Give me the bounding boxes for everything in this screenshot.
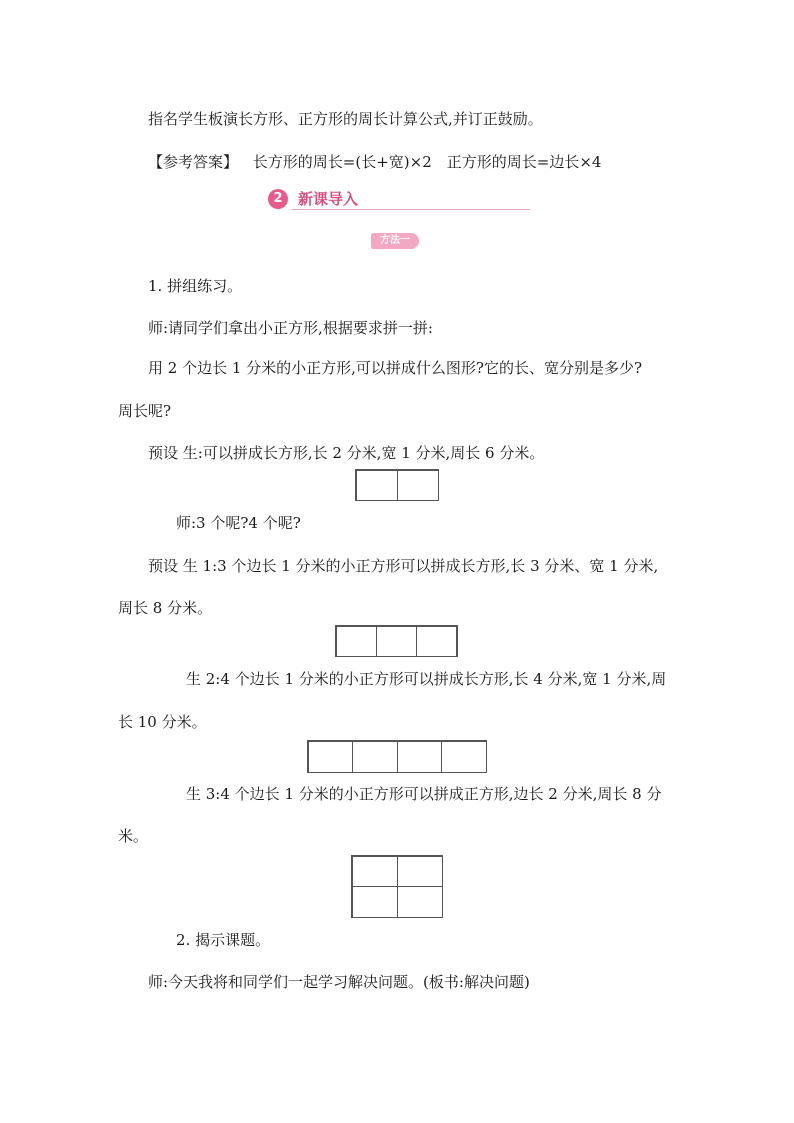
paragraph-7-line-1: 生 2:4 个边长 1 分米的小正方形可以拼成长方形,长 4 分米,宽 1 分米,周: [186, 670, 667, 688]
unit-square: [308, 741, 354, 773]
answer-tag: 【参考答案】: [148, 153, 239, 171]
figure-four-squares-row: [307, 740, 487, 773]
paragraph-7-line-2: 长 10 分米。: [118, 713, 207, 731]
paragraph-6-line-1: 预设 生 1:3 个边长 1 分米的小正方形可以拼成长方形,长 3 分米、宽 1 分米,: [148, 557, 659, 575]
paragraph-8-line-1: 生 3:4 个边长 1 分米的小正方形可以拼成正方形,边长 2 分米,周长 8 分: [186, 785, 662, 803]
paragraph-5: 师:3 个呢?4 个呢?: [176, 514, 301, 532]
unit-square: [397, 470, 439, 501]
unit-square: [352, 886, 398, 918]
paragraph-4: 预设 生:可以拼成长方形,长 2 分米,宽 1 分米,周长 6 分米。: [148, 444, 545, 462]
unit-square: [356, 470, 398, 501]
section-number-badge: 2: [268, 189, 288, 209]
unit-square: [376, 626, 417, 657]
paragraph-9: 2. 揭示课题。: [176, 931, 271, 949]
answer-text: 长方形的周长=(长+宽)×2 正方形的周长=边长×4: [252, 153, 602, 171]
paragraph-3-line-2: 周长呢?: [118, 402, 172, 420]
unit-square: [336, 626, 377, 657]
figure-three-squares: [335, 625, 458, 657]
unit-square: [441, 741, 487, 773]
paragraph-3-line-1: 用 2 个边长 1 分米的小正方形,可以拼成什么图形?它的长、宽分别是多少?: [148, 359, 643, 377]
paragraph-1: 1. 拼组练习。: [148, 277, 243, 295]
unit-square: [397, 886, 443, 918]
paragraph-8-line-2: 米。: [118, 827, 149, 845]
paragraph-6-line-2: 周长 8 分米。: [118, 599, 213, 617]
unit-square: [352, 856, 398, 888]
paragraph-2: 师:请同学们拿出小正方形,根据要求拼一拼:: [148, 319, 433, 337]
figure-two-squares: [355, 469, 439, 501]
section-header: [268, 187, 530, 213]
reference-answer: [148, 152, 601, 172]
instruction-text: 指名学生板演长方形、正方形的周长计算公式,并订正鼓励。: [148, 110, 543, 128]
section-title: 新课导入: [298, 190, 359, 208]
unit-square: [352, 741, 398, 773]
figure-four-squares-square: [351, 855, 443, 918]
paragraph-10: 师:今天我将和同学们一起学习解决问题。(板书:解决问题): [148, 973, 530, 991]
unit-square: [416, 626, 457, 657]
method-tag: 方法一: [371, 233, 419, 249]
unit-square: [397, 741, 443, 773]
unit-square: [397, 856, 443, 888]
section-divider: [292, 209, 530, 210]
